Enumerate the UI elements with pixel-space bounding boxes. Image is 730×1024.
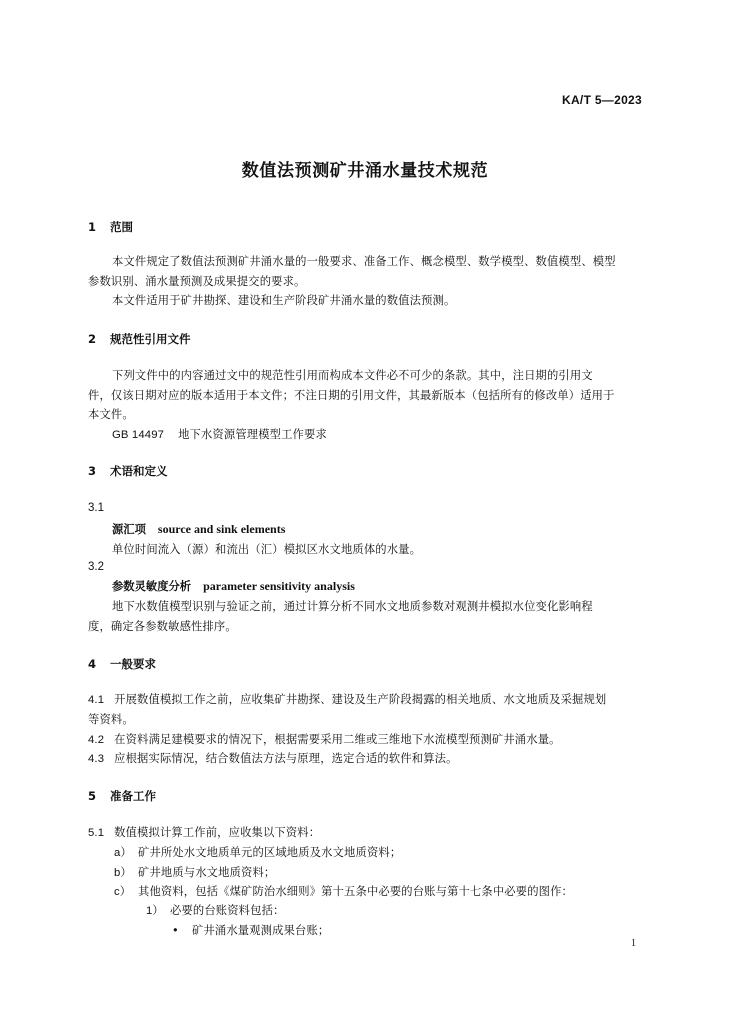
section-number: 3 [88, 464, 97, 478]
clause-line: 等资料。 [88, 713, 134, 726]
paragraph-line: 下列文件中的内容通过文中的规范性引用而构成本文件必不可少的条款。其中，注日期的引用文 [112, 369, 593, 382]
list-item [114, 864, 275, 880]
term-definition-line: 地下水数值模型识别与验证之前，通过计算分析不同水文地质参数对观测井模拟水位变化影响程 [112, 600, 593, 613]
section-2-heading [88, 331, 191, 347]
clause-line [88, 750, 458, 766]
clause-number: 4.3 [88, 753, 105, 765]
list-text: 必要的台账资料包括： [170, 904, 285, 917]
list-text: 其他资料，包括《煤矿防治水细则》第十五条中必要的台账与第十七条中必要的图作： [138, 885, 573, 898]
document-title: 数值法预测矿井涌水量技术规范 [241, 161, 489, 181]
clause-number: 5.1 [88, 827, 105, 839]
term-english: source and sink elements [157, 522, 286, 536]
list-text: 矿井所处水文地质单元的区域地质及水文地质资料； [138, 846, 402, 859]
section-4-heading [88, 656, 156, 672]
term-chinese: 参数灵敏度分析 [112, 580, 192, 593]
term-number: 3.2 [88, 561, 104, 573]
reference-title: 地下水资源管理模型工作要求 [178, 428, 327, 441]
section-number: 1 [88, 220, 97, 234]
bullet-item [172, 922, 329, 938]
paragraph-line: 本文件规定了数值法预测矿井涌水量的一般要求、准备工作、概念模型、数学模型、数值模型、模型 [112, 255, 616, 268]
section-number: 2 [88, 332, 97, 346]
normative-reference [112, 426, 327, 442]
paragraph-line: 参数识别、涌水量预测及成果提交的要求。 [88, 275, 306, 288]
section-title: 一般要求 [110, 657, 156, 671]
paragraph-line: 本文件。 [88, 408, 134, 421]
clause-text: 数值模拟计算工作前，应收集以下资料： [114, 826, 321, 839]
reference-code: GB 14497 [112, 429, 165, 441]
term-entry [112, 578, 355, 594]
list-label: a） [114, 847, 132, 859]
page-number: 1 [631, 938, 636, 949]
list-text: 矿井地质与水文地质资料； [138, 866, 276, 879]
section-title: 范围 [110, 220, 133, 234]
section-title: 准备工作 [110, 789, 156, 803]
section-number: 4 [88, 657, 97, 671]
section-3-heading [88, 463, 168, 479]
list-label: c） [114, 886, 132, 898]
clause-text: 应根据实际情况，结合数值法方法与原理，选定合适的软件和算法。 [114, 752, 458, 765]
term-definition-line: 度，确定各参数敏感性排序。 [88, 620, 237, 633]
standard-code: KA/T 5—2023 [562, 93, 642, 107]
list-label: 1） [146, 905, 164, 917]
term-english: parameter sensitivity analysis [203, 579, 355, 593]
section-5-heading [88, 788, 156, 804]
term-chinese: 源汇项 [112, 523, 146, 536]
term-number: 3.1 [88, 502, 104, 514]
section-title: 术语和定义 [110, 464, 168, 478]
clause-line [88, 824, 320, 840]
clause-text: 在资料满足建模要求的情况下，根据需要采用二维或三维地下水流模型预测矿井涌水量。 [114, 733, 561, 746]
section-1-heading [88, 219, 133, 235]
paragraph-line: 件，仅该日期对应的版本适用于本文件；不注日期的引用文件，其最新版本（包括所有的修改单）适用于 [88, 389, 615, 402]
paragraph-line: 本文件适用于矿井勘探、建设和生产阶段矿井涌水量的数值法预测。 [112, 294, 456, 307]
list-text: 矿井涌水量观测成果台账； [192, 924, 330, 937]
bullet-icon: • [172, 924, 179, 937]
section-number: 5 [88, 789, 97, 803]
list-item [114, 844, 401, 860]
clause-text: 开展数值模拟工作之前，应收集矿井勘探、建设及生产阶段揭露的相关地质、水文地质及采掘规划 [114, 693, 607, 706]
list-label: b） [114, 867, 132, 879]
sub-list-item [146, 902, 284, 918]
list-item [114, 883, 573, 899]
clause-line [88, 731, 561, 747]
term-entry [112, 521, 285, 537]
clause-number: 4.2 [88, 734, 105, 746]
section-title: 规范性引用文件 [110, 332, 191, 346]
term-definition: 单位时间流入（源）和流出（汇）模拟区水文地质体的水量。 [112, 543, 422, 556]
clause-number: 4.1 [88, 694, 105, 706]
clause-line [88, 691, 606, 707]
